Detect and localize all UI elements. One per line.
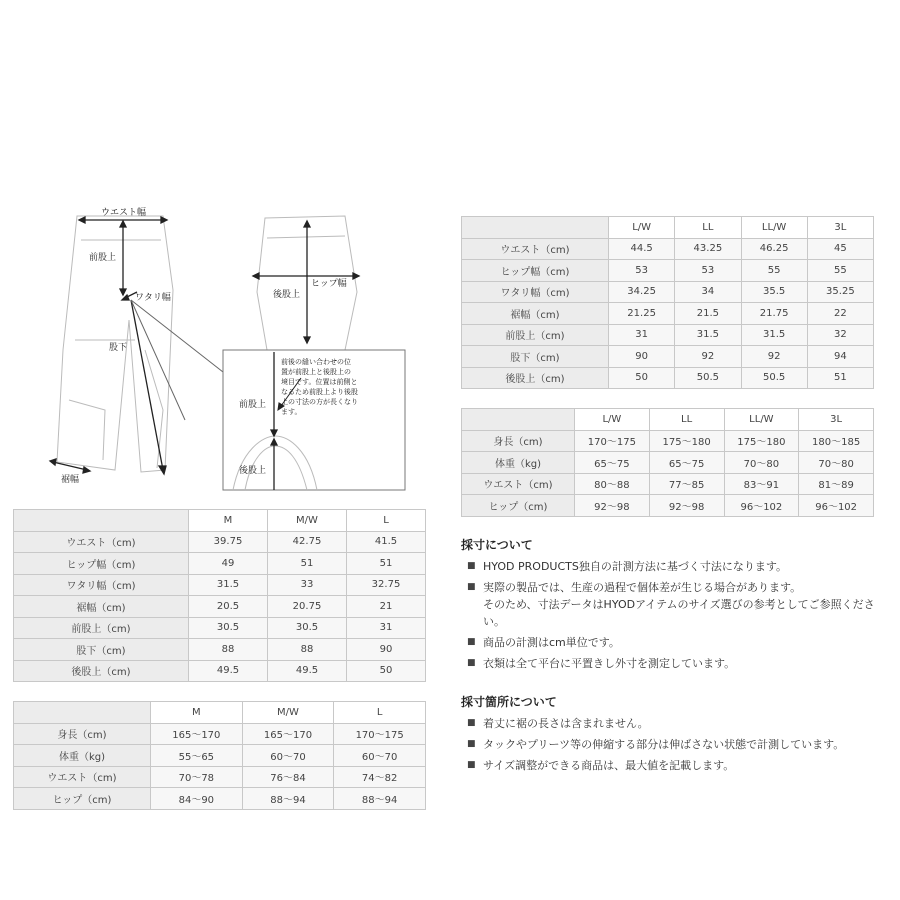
table-row: [462, 260, 874, 282]
size-header: 3L: [799, 409, 874, 431]
note-item: ■ タックやプリーツ等の伸縮する部分は伸ばさない状態で計測しています。: [467, 736, 887, 753]
table-cell: 94: [807, 346, 873, 368]
table-row: [14, 596, 426, 618]
size-header: M: [151, 702, 243, 724]
label-thigh: ワタリ幅: [135, 293, 171, 303]
table-cell: 31.5: [189, 574, 268, 596]
size-header: M/W: [268, 510, 347, 532]
note-item-continuation: そのため、寸法データはHYODアイテムのサイズ選びの参考としてご参照ください。: [483, 598, 875, 628]
note-item: ■ 衣類は全て平台に平置きし外寸を測定しています。: [467, 655, 887, 672]
row-label: ヒップ幅（cm): [462, 260, 609, 282]
size-header: LL: [649, 409, 724, 431]
table-cell: 51: [347, 553, 426, 575]
measurement-notes-list: [467, 558, 887, 676]
table-cell: 180〜185: [799, 430, 874, 452]
table-row: [14, 660, 426, 682]
body-size-table-large: [461, 408, 874, 517]
garment-size-table-large: [461, 216, 874, 389]
row-label: ワタリ幅（cm): [462, 281, 609, 303]
table-cell: 175〜180: [649, 430, 724, 452]
table-cell: 21: [347, 596, 426, 618]
table-cell: 34.25: [609, 281, 675, 303]
table-corner: [462, 217, 609, 239]
table-row: [462, 452, 874, 474]
table-cell: 31: [347, 617, 426, 639]
row-label: ワタリ幅（cm): [14, 574, 189, 596]
size-header: L/W: [609, 217, 675, 239]
table-cell: 70〜80: [799, 452, 874, 474]
table-cell: 81〜89: [799, 473, 874, 495]
table-cell: 60〜70: [334, 745, 426, 767]
inset-note-line: 境目です。位置は前側と: [281, 378, 358, 386]
table-cell: 74〜82: [334, 766, 426, 788]
table-row: [462, 495, 874, 517]
table-cell: 21.5: [675, 303, 741, 325]
size-header: LL/W: [741, 217, 807, 239]
table-cell: 175〜180: [724, 430, 799, 452]
table-cell: 20.5: [189, 596, 268, 618]
callout-lines: [131, 300, 223, 420]
table-cell: 50: [609, 367, 675, 389]
note-item: ■ 実際の製品では、生産の過程で個体差が生じる場合があります。: [467, 579, 887, 596]
table-cell: 76〜84: [242, 766, 334, 788]
row-label: ヒップ（cm): [14, 788, 151, 810]
table-cell: 22: [807, 303, 873, 325]
table-cell: 92〜98: [575, 495, 650, 517]
table-header-row: [14, 702, 426, 724]
table-row: [462, 303, 874, 325]
front-rise-arrow: [120, 221, 126, 295]
row-label: ヒップ（cm): [462, 495, 575, 517]
table-header-row: [14, 510, 426, 532]
size-header: M/W: [242, 702, 334, 724]
table-cell: 51: [807, 367, 873, 389]
table-cell: 55: [807, 260, 873, 282]
table-row: [14, 531, 426, 553]
table-cell: 31.5: [741, 324, 807, 346]
table-cell: 44.5: [609, 238, 675, 260]
table-row: [462, 473, 874, 495]
table-row: [462, 367, 874, 389]
table-cell: 88〜94: [334, 788, 426, 810]
body-size-table-small: [13, 701, 426, 810]
table-cell: 83〜91: [724, 473, 799, 495]
table-cell: 21.75: [741, 303, 807, 325]
table-cell: 165〜170: [151, 723, 243, 745]
inset-note-line: ます。: [281, 408, 302, 416]
row-label: ヒップ幅（cm): [14, 553, 189, 575]
table-cell: 88: [189, 639, 268, 661]
table-cell: 70〜78: [151, 766, 243, 788]
table-cell: 96〜102: [724, 495, 799, 517]
table-row: [14, 745, 426, 767]
garment-size-table-small: [13, 509, 426, 682]
table-cell: 21.25: [609, 303, 675, 325]
size-header: L: [334, 702, 426, 724]
measurement-notes-title: 採寸について: [461, 538, 533, 552]
measurement-points-title: 採寸箇所について: [461, 695, 557, 709]
table-cell: 39.75: [189, 531, 268, 553]
row-label: ウエスト（cm): [462, 473, 575, 495]
table-cell: 80〜88: [575, 473, 650, 495]
table-cell: 92: [741, 346, 807, 368]
table-row: [462, 430, 874, 452]
row-label: 体重（kg): [462, 452, 575, 474]
table-row: [14, 639, 426, 661]
table-cell: 88〜94: [242, 788, 334, 810]
row-label: 股下（cm): [462, 346, 609, 368]
table-row: [14, 617, 426, 639]
table-cell: 53: [675, 260, 741, 282]
inset-note-line: 置が前股上と後股上の: [281, 368, 351, 376]
measurement-points-list: [467, 715, 887, 778]
label-waist: ウエスト幅: [101, 208, 147, 218]
table-cell: 46.25: [741, 238, 807, 260]
table-cell: 96〜102: [799, 495, 874, 517]
table-cell: 31: [609, 324, 675, 346]
row-label: 体重（kg): [14, 745, 151, 767]
table-cell: 49.5: [268, 660, 347, 682]
note-item: ■ HYOD PRODUCTS独自の計測方法に基づく寸法になります。: [467, 558, 887, 575]
inset-label-front-rise: 前股上: [239, 400, 267, 410]
table-corner: [14, 702, 151, 724]
table-cell: 90: [609, 346, 675, 368]
table-cell: 33: [268, 574, 347, 596]
row-label: 身長（cm): [14, 723, 151, 745]
table-cell: 50.5: [675, 367, 741, 389]
table-row: [462, 324, 874, 346]
table-cell: 53: [609, 260, 675, 282]
row-label: 後股上（cm): [14, 660, 189, 682]
table-cell: 35.5: [741, 281, 807, 303]
table-cell: 51: [268, 553, 347, 575]
table-cell: 41.5: [347, 531, 426, 553]
table-corner: [462, 409, 575, 431]
table-row: [462, 238, 874, 260]
label-back-rise: 後股上: [273, 290, 301, 300]
table-cell: 65〜75: [575, 452, 650, 474]
row-label: 後股上（cm): [462, 367, 609, 389]
table-cell: 49.5: [189, 660, 268, 682]
table-row: [462, 281, 874, 303]
table-cell: 30.5: [268, 617, 347, 639]
table-cell: 45: [807, 238, 873, 260]
inseam-arrow: [131, 300, 166, 474]
size-header: L/W: [575, 409, 650, 431]
size-header: 3L: [807, 217, 873, 239]
table-cell: 165〜170: [242, 723, 334, 745]
table-cell: 170〜175: [575, 430, 650, 452]
table-cell: 35.25: [807, 281, 873, 303]
size-header: M: [189, 510, 268, 532]
table-cell: 65〜75: [649, 452, 724, 474]
table-cell: 32.75: [347, 574, 426, 596]
table-cell: 50.5: [741, 367, 807, 389]
table-row: [462, 346, 874, 368]
note-item: ■ 着丈に裾の長さは含まれません。: [467, 715, 887, 732]
row-label: 前股上（cm): [462, 324, 609, 346]
row-label: 前股上（cm): [14, 617, 189, 639]
row-label: 股下（cm): [14, 639, 189, 661]
table-header-row: [462, 409, 874, 431]
label-hip: ヒップ幅: [311, 279, 347, 289]
inset-note-line: 上の寸法の方が長くなり: [281, 398, 358, 406]
pants-measurement-diagram: [45, 200, 407, 492]
table-cell: 77〜85: [649, 473, 724, 495]
table-cell: 43.25: [675, 238, 741, 260]
table-corner: [14, 510, 189, 532]
row-label: ウエスト（cm): [14, 766, 151, 788]
table-row: [14, 574, 426, 596]
row-label: ウエスト（cm): [14, 531, 189, 553]
table-cell: 50: [347, 660, 426, 682]
inset-note-line: 前後の縫い合わせの位: [281, 358, 351, 366]
label-hem: 裾幅: [61, 475, 80, 485]
table-cell: 88: [268, 639, 347, 661]
table-row: [14, 723, 426, 745]
table-cell: 55〜65: [151, 745, 243, 767]
back-rise-arrow: [304, 221, 310, 343]
label-front-rise: 前股上: [89, 253, 117, 263]
table-cell: 31.5: [675, 324, 741, 346]
size-header: LL/W: [724, 409, 799, 431]
table-cell: 55: [741, 260, 807, 282]
size-header: L: [347, 510, 426, 532]
table-row: [14, 788, 426, 810]
table-cell: 170〜175: [334, 723, 426, 745]
table-cell: 34: [675, 281, 741, 303]
table-cell: 70〜80: [724, 452, 799, 474]
table-cell: 32: [807, 324, 873, 346]
label-inseam: 股下: [109, 343, 128, 353]
note-item: ■ 商品の計測はcm単位です。: [467, 634, 887, 651]
table-row: [14, 766, 426, 788]
table-cell: 20.75: [268, 596, 347, 618]
table-cell: 92: [675, 346, 741, 368]
row-label: 裾幅（cm): [462, 303, 609, 325]
table-cell: 49: [189, 553, 268, 575]
size-header: LL: [675, 217, 741, 239]
table-header-row: [462, 217, 874, 239]
table-cell: 84〜90: [151, 788, 243, 810]
note-item: ■ サイズ調整ができる商品は、最大値を記載します。: [467, 757, 887, 774]
row-label: ウエスト（cm): [462, 238, 609, 260]
inset-note-line: なるため前股上より後股: [281, 388, 358, 396]
table-cell: 42.75: [268, 531, 347, 553]
inset-label-back-rise: 後股上: [239, 466, 267, 476]
table-cell: 90: [347, 639, 426, 661]
table-cell: 92〜98: [649, 495, 724, 517]
table-cell: 60〜70: [242, 745, 334, 767]
row-label: 裾幅（cm): [14, 596, 189, 618]
table-cell: 30.5: [189, 617, 268, 639]
table-row: [14, 553, 426, 575]
row-label: 身長（cm): [462, 430, 575, 452]
